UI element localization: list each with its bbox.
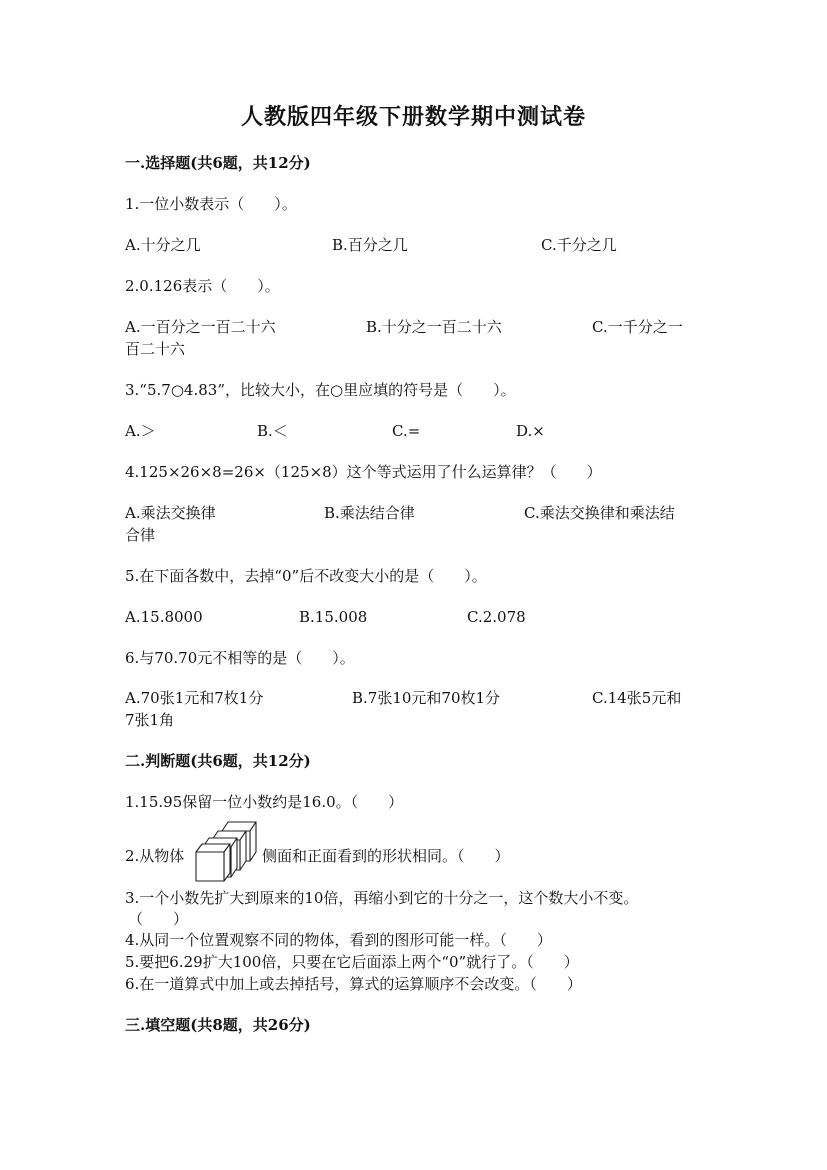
option-b: B.15.008	[299, 608, 368, 626]
option-b: B.7张10元和70枚1分	[352, 689, 501, 707]
option-a: A.70张1元和7枚1分	[125, 689, 264, 707]
option-b: B.＜	[257, 422, 288, 440]
question-stem: 5.在下面各数中，去掉“0”后不改变大小的是（ ）。	[125, 567, 487, 585]
question-stem: 1.一位小数表示（ ）。	[125, 195, 297, 213]
option-a: A.一百分之一百二十六	[125, 318, 276, 336]
judgement-item-suffix: 侧面和正面看到的形状相同。（ ）	[262, 847, 510, 865]
judgement-item-prefix: 2.从物体	[125, 847, 185, 865]
stacked-cubes-figure	[194, 820, 260, 882]
judgement-item-continuation: （ ）	[128, 910, 189, 928]
judgement-item: 5.要把6.29扩大100倍，只要在它后面添上两个“0”就行了。（ ）	[125, 953, 579, 971]
option-a: A.十分之几	[125, 236, 201, 254]
option-c-continuation: 合律	[125, 526, 156, 544]
option-b: B.十分之一百二十六	[366, 318, 502, 336]
option-c: C.一千分之一	[592, 318, 683, 336]
section-heading-choice: 一.选择题(共6题，共12分)	[125, 154, 311, 172]
section-heading-judgement: 二.判断题(共6题，共12分)	[125, 752, 311, 770]
question-stem: 4.125×26×8=26×（125×8）这个等式运用了什么运算律？（ ）	[125, 463, 602, 481]
option-b: B.乘法结合律	[324, 504, 415, 522]
judgement-item: 4.从同一个位置观察不同的物体，看到的图形可能一样。（ ）	[125, 931, 552, 949]
question-stem: 6.与70.70元不相等的是（ ）。	[125, 649, 355, 667]
option-c: C.14张5元和	[592, 689, 682, 707]
option-d: D.×	[516, 422, 545, 440]
judgement-item: 3.一个小数先扩大到原来的10倍，再缩小到它的十分之一，这个数大小不变。	[125, 889, 639, 907]
option-c: C.=	[392, 422, 421, 440]
option-a: A.乘法交换律	[125, 504, 216, 522]
page-title: 人教版四年级下册数学期中测试卷	[240, 104, 586, 130]
option-c-continuation: 百二十六	[125, 340, 186, 358]
question-stem: 2.0.126表示（ ）。	[125, 277, 280, 295]
option-b: B.百分之几	[332, 236, 408, 254]
judgement-item: 1.15.95保留一位小数约是16.0。（ ）	[125, 793, 404, 811]
judgement-item: 6.在一道算式中加上或去掉括号，算式的运算顺序不会改变。（ ）	[125, 975, 582, 993]
option-a: A.＞	[125, 422, 156, 440]
option-c: C.2.078	[467, 608, 526, 626]
option-c: C.千分之几	[541, 236, 617, 254]
option-a: A.15.8000	[125, 608, 203, 626]
option-c-continuation: 7张1角	[125, 711, 175, 729]
question-stem: 3.“5.7○4.83”，比较大小，在○里应填的符号是（ ）。	[125, 381, 516, 399]
section-heading-fill-blank: 三.填空题(共8题，共26分)	[125, 1016, 311, 1034]
option-c: C.乘法交换律和乘法结	[524, 504, 675, 522]
